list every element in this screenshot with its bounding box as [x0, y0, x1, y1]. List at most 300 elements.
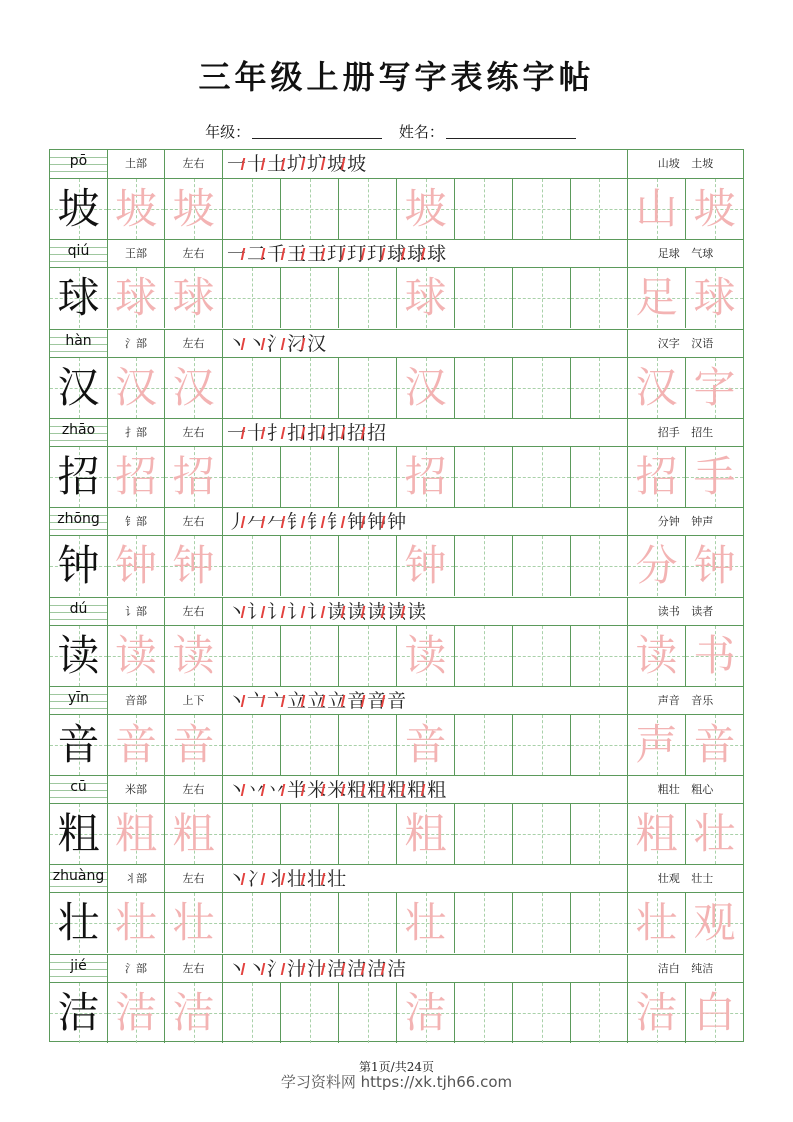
structure: 左右 [165, 330, 223, 358]
word-char: 观 [693, 898, 736, 948]
writing-box[interactable] [513, 358, 571, 418]
writing-box[interactable] [571, 179, 628, 239]
stroke-step: 洁 [327, 955, 346, 983]
pinyin-guide-line [50, 886, 107, 887]
writing-box[interactable] [50, 447, 108, 507]
structure: 左右 [165, 865, 223, 893]
writing-box[interactable] [50, 268, 108, 328]
writing-box[interactable] [455, 804, 513, 864]
pinyin-guide-line [50, 708, 107, 709]
writing-box[interactable] [686, 893, 743, 953]
writing-box[interactable] [50, 893, 108, 953]
pinyin: pō [69, 153, 88, 169]
stroke-step: 球 [387, 240, 406, 268]
writing-box[interactable] [50, 536, 108, 596]
stroke-step: 冫 [247, 865, 266, 893]
trace-char: 音 [172, 719, 215, 769]
grade-blank[interactable] [252, 125, 382, 139]
guide-horizontal [223, 298, 280, 299]
stroke-step: 圹 [307, 150, 326, 178]
writing-box[interactable] [108, 536, 165, 596]
example-words: 分钟 钟声 [657, 515, 714, 529]
writing-box[interactable] [571, 358, 628, 418]
char-entry [50, 597, 743, 686]
stroke-step: 扌 [267, 419, 286, 447]
writing-box[interactable] [628, 447, 686, 507]
writing-box[interactable] [223, 893, 281, 953]
stroke-step: 音 [347, 687, 366, 715]
writing-box[interactable] [686, 447, 743, 507]
writing-box[interactable] [108, 804, 165, 864]
writing-box[interactable] [397, 179, 455, 239]
writing-box[interactable] [397, 893, 455, 953]
radical: 音部 [108, 687, 165, 715]
writing-box[interactable] [513, 536, 571, 596]
writing-box[interactable] [628, 179, 686, 239]
stroke-step: 粗 [387, 776, 406, 804]
guide-horizontal [339, 1013, 396, 1014]
guide-horizontal [513, 656, 570, 657]
writing-box[interactable] [339, 804, 397, 864]
writing-box[interactable] [628, 804, 686, 864]
guide-horizontal [281, 656, 338, 657]
writing-box[interactable] [165, 626, 223, 686]
stroke-order [223, 687, 628, 715]
writing-box[interactable] [108, 983, 165, 1043]
example-words: 汉字 汉语 [657, 336, 714, 350]
pinyin-box [50, 330, 108, 358]
stroke-step: 氵 [267, 955, 286, 983]
writing-box[interactable] [165, 715, 223, 775]
guide-horizontal [339, 388, 396, 389]
writing-row [50, 536, 743, 596]
guide-horizontal [281, 923, 338, 924]
writing-box[interactable] [628, 626, 686, 686]
guide-horizontal [339, 656, 396, 657]
guide-horizontal [281, 298, 338, 299]
pinyin-box [50, 508, 108, 536]
model-char: 钟 [57, 541, 100, 591]
trace-char: 粗 [172, 809, 215, 859]
info-row [50, 329, 743, 358]
char-entry [50, 954, 743, 1043]
writing-box[interactable] [397, 447, 455, 507]
pinyin-guide-line [50, 171, 107, 172]
guide-horizontal [223, 745, 280, 746]
writing-box[interactable] [571, 715, 628, 775]
stroke-step: 洁 [387, 957, 407, 980]
pinyin-box [50, 150, 108, 178]
writing-box[interactable] [571, 893, 628, 953]
trace-char: 坡 [114, 184, 157, 233]
writing-box[interactable] [397, 715, 455, 775]
stroke-step: 十 [247, 419, 266, 447]
writing-box[interactable] [339, 715, 397, 775]
info-row [50, 418, 743, 447]
writing-box[interactable] [513, 715, 571, 775]
guide-horizontal [281, 209, 338, 210]
writing-box[interactable] [513, 447, 571, 507]
writing-box[interactable] [339, 893, 397, 953]
stroke-step: 招 [367, 421, 387, 444]
guide-horizontal [571, 834, 627, 835]
writing-box[interactable] [628, 358, 686, 418]
word-char: 字 [693, 362, 736, 412]
writing-box[interactable] [628, 893, 686, 953]
structure: 左右 [165, 776, 223, 804]
char-entry [50, 775, 743, 864]
guide-horizontal [571, 566, 627, 567]
trace-char: 读 [114, 630, 157, 680]
stroke-step: 汉 [307, 332, 327, 355]
guide-horizontal [455, 745, 512, 746]
model-char: 壮 [57, 898, 100, 948]
writing-box[interactable] [686, 626, 743, 686]
info-row [50, 954, 743, 983]
stroke-step: 讠 [267, 598, 286, 626]
radical: 丬部 [108, 865, 165, 893]
guide-horizontal [223, 566, 280, 567]
stroke-step: 坡 [347, 153, 367, 175]
trace-char: 粗 [114, 809, 157, 859]
writing-box[interactable] [397, 536, 455, 596]
stroke-order [223, 598, 628, 626]
guide-horizontal [339, 566, 396, 567]
radical: 米部 [108, 776, 165, 804]
writing-box[interactable] [50, 358, 108, 418]
pinyin: qiú [67, 243, 90, 260]
writing-box[interactable] [571, 268, 628, 328]
guide-horizontal [513, 1013, 570, 1014]
writing-box[interactable] [223, 804, 281, 864]
writing-box[interactable] [628, 715, 686, 775]
pinyin-box [50, 776, 108, 804]
writing-box[interactable] [686, 536, 743, 596]
model-char: 球 [57, 273, 100, 323]
writing-box[interactable] [455, 715, 513, 775]
model-char: 招 [57, 451, 100, 501]
stroke-step: 立 [307, 687, 326, 715]
writing-box[interactable] [223, 715, 281, 775]
trace-char: 汉 [404, 362, 447, 412]
stroke-step: 𠂉 [247, 508, 266, 536]
page-title: 三年级上册写字表练字帖 [198, 58, 595, 96]
guide-horizontal [571, 388, 627, 389]
writing-box[interactable] [397, 983, 455, 1043]
writing-box[interactable] [628, 983, 686, 1043]
stroke-order [223, 955, 628, 983]
stroke-step: 扣 [307, 419, 326, 447]
trace-char: 音 [114, 719, 157, 769]
writing-box[interactable] [513, 983, 571, 1043]
writing-box[interactable] [108, 179, 165, 239]
stroke-step: 王 [287, 240, 306, 268]
stroke-step: 氵 [267, 330, 286, 358]
guide-horizontal [223, 1013, 280, 1014]
trace-char: 招 [404, 451, 447, 501]
stroke-step: 读 [347, 598, 366, 626]
writing-box[interactable] [108, 893, 165, 953]
writing-box[interactable] [455, 268, 513, 328]
writing-box[interactable] [628, 536, 686, 596]
writing-box[interactable] [339, 983, 397, 1043]
writing-box[interactable] [571, 983, 628, 1043]
trace-char: 球 [172, 273, 215, 323]
writing-box[interactable] [339, 536, 397, 596]
writing-box[interactable] [165, 358, 223, 418]
trace-char: 洁 [172, 987, 215, 1037]
writing-row [50, 268, 743, 328]
radical: 讠部 [108, 598, 165, 626]
writing-box[interactable] [165, 179, 223, 239]
writing-box[interactable] [223, 268, 281, 328]
writing-box[interactable] [223, 536, 281, 596]
guide-horizontal [281, 388, 338, 389]
writing-box[interactable] [571, 804, 628, 864]
writing-box[interactable] [397, 358, 455, 418]
stroke-step: 立 [327, 687, 346, 715]
example-words: 山坡 土坡 [657, 157, 714, 170]
guide-horizontal [455, 298, 512, 299]
writing-box[interactable] [281, 893, 339, 953]
writing-box[interactable] [223, 447, 281, 507]
radical: 氵部 [108, 955, 165, 983]
pinyin-guide-line [50, 261, 107, 262]
writing-box[interactable] [455, 447, 513, 507]
writing-box[interactable] [165, 536, 223, 596]
writing-row [50, 983, 743, 1043]
guide-horizontal [339, 209, 396, 210]
writing-row [50, 893, 743, 953]
stroke-step: 玎 [327, 240, 346, 268]
stroke-order [223, 419, 628, 447]
writing-box[interactable] [281, 358, 339, 418]
writing-box[interactable] [281, 536, 339, 596]
writing-box[interactable] [513, 179, 571, 239]
guide-horizontal [571, 656, 627, 657]
stroke-step: 米 [307, 776, 326, 804]
pinyin: cū [70, 779, 87, 796]
guide-horizontal [455, 1013, 512, 1014]
trace-char: 汉 [114, 362, 157, 412]
trace-char: 招 [172, 451, 215, 501]
example-words: 声音 音乐 [657, 693, 714, 707]
stroke-step: 亠 [247, 687, 266, 715]
writing-box[interactable] [108, 626, 165, 686]
guide-horizontal [571, 923, 627, 924]
guide-horizontal [223, 656, 280, 657]
writing-box[interactable] [223, 983, 281, 1043]
example-words: 壮观 壮士 [657, 872, 714, 886]
writing-row [50, 715, 743, 775]
writing-box[interactable] [455, 893, 513, 953]
writing-box[interactable] [223, 626, 281, 686]
word-char: 汉 [635, 362, 678, 412]
stroke-step: 扣 [287, 419, 306, 447]
writing-box[interactable] [339, 626, 397, 686]
structure: 左右 [165, 598, 223, 626]
structure: 左右 [165, 955, 223, 983]
stroke-step: 讠 [287, 598, 306, 626]
stroke-step: 粗 [347, 776, 366, 804]
stroke-step: 半 [287, 776, 306, 804]
trace-char: 洁 [404, 987, 447, 1037]
writing-box[interactable] [686, 804, 743, 864]
grade-label: 年级： [205, 123, 251, 141]
writing-box[interactable] [165, 268, 223, 328]
trace-char: 钟 [404, 541, 447, 591]
writing-box[interactable] [281, 626, 339, 686]
stroke-step: 钅 [327, 508, 346, 536]
writing-box[interactable] [223, 179, 281, 239]
writing-box[interactable] [455, 983, 513, 1043]
practice-sheet [49, 149, 744, 1042]
guide-horizontal [339, 834, 396, 835]
trace-char: 汉 [172, 362, 215, 412]
writing-box[interactable] [397, 804, 455, 864]
pinyin-box [50, 419, 108, 447]
guide-horizontal [281, 477, 338, 478]
name-bar [0, 121, 793, 142]
writing-box[interactable] [165, 447, 223, 507]
stroke-step: 米 [327, 776, 346, 804]
structure: 上下 [165, 687, 223, 715]
word-char: 山 [635, 184, 678, 233]
guide-horizontal [281, 745, 338, 746]
pinyin: dú [69, 600, 88, 617]
writing-box[interactable] [686, 358, 743, 418]
writing-box[interactable] [50, 804, 108, 864]
trace-char: 壮 [114, 898, 157, 948]
word-char: 书 [693, 630, 736, 680]
writing-box[interactable] [513, 626, 571, 686]
trace-char: 坡 [404, 184, 447, 233]
structure: 左右 [165, 508, 223, 536]
writing-box[interactable] [571, 536, 628, 596]
model-char: 洁 [57, 987, 100, 1037]
writing-box[interactable] [165, 804, 223, 864]
writing-box[interactable] [108, 358, 165, 418]
writing-box[interactable] [686, 179, 743, 239]
writing-box[interactable] [281, 179, 339, 239]
writing-box[interactable] [455, 179, 513, 239]
pinyin: jié [70, 957, 87, 974]
writing-box[interactable] [513, 893, 571, 953]
writing-box[interactable] [281, 268, 339, 328]
info-row [50, 864, 743, 893]
writing-box[interactable] [628, 268, 686, 328]
stroke-step: 读 [387, 598, 406, 626]
writing-box[interactable] [50, 626, 108, 686]
writing-box[interactable] [281, 804, 339, 864]
stroke-step: 招 [347, 419, 366, 447]
writing-box[interactable] [571, 447, 628, 507]
guide-horizontal [571, 298, 627, 299]
writing-box[interactable] [513, 268, 571, 328]
stroke-step: 丷 [247, 776, 266, 804]
writing-box[interactable] [339, 179, 397, 239]
writing-box[interactable] [339, 358, 397, 418]
info-row [50, 150, 743, 179]
writing-box[interactable] [165, 983, 223, 1043]
structure: 左右 [165, 150, 223, 178]
stroke-step: 玎 [347, 240, 366, 268]
writing-box[interactable] [165, 893, 223, 953]
trace-char: 读 [172, 630, 215, 680]
stroke-order [223, 865, 628, 893]
writing-box[interactable] [50, 715, 108, 775]
stroke-step: 钟 [387, 511, 407, 534]
trace-char: 钟 [114, 541, 157, 591]
stroke-step: 粗 [407, 776, 426, 804]
writing-box[interactable] [513, 804, 571, 864]
stroke-step: 球 [407, 240, 426, 268]
radical: 氵部 [108, 330, 165, 358]
writing-box[interactable] [397, 626, 455, 686]
writing-box[interactable] [281, 983, 339, 1043]
writing-box[interactable] [108, 447, 165, 507]
writing-box[interactable] [281, 447, 339, 507]
pinyin-guide-line [50, 976, 107, 977]
writing-box[interactable] [455, 358, 513, 418]
writing-box[interactable] [686, 983, 743, 1043]
guide-horizontal [339, 923, 396, 924]
writing-box[interactable] [108, 715, 165, 775]
guide-horizontal [223, 923, 280, 924]
writing-box[interactable] [50, 983, 108, 1043]
pinyin-guide-line [50, 797, 107, 798]
writing-box[interactable] [571, 626, 628, 686]
word-char: 读 [635, 630, 678, 680]
name-label: 姓名： [398, 123, 444, 141]
pinyin-box [50, 687, 108, 715]
word-char: 球 [693, 273, 736, 323]
guide-horizontal [281, 566, 338, 567]
stroke-step: 壮 [287, 865, 306, 893]
guide-horizontal [455, 834, 512, 835]
model-char: 坡 [57, 184, 100, 233]
guide-horizontal [513, 477, 570, 478]
writing-box[interactable] [455, 626, 513, 686]
model-char: 汉 [57, 362, 100, 412]
guide-horizontal [455, 656, 512, 657]
stroke-step: 读 [367, 598, 386, 626]
writing-box[interactable] [281, 715, 339, 775]
stroke-step: 讠 [307, 598, 326, 626]
stroke-step: 音 [387, 689, 407, 712]
writing-box[interactable] [686, 268, 743, 328]
writing-box[interactable] [223, 358, 281, 418]
name-blank[interactable] [446, 125, 576, 139]
trace-char: 音 [404, 719, 447, 769]
guide-horizontal [513, 566, 570, 567]
writing-box[interactable] [339, 268, 397, 328]
guide-horizontal [455, 923, 512, 924]
page-number: 第1页/共24页 [359, 1060, 434, 1074]
stroke-step: 丶 [247, 955, 266, 983]
pinyin: zhāo [61, 421, 96, 438]
guide-horizontal [513, 834, 570, 835]
writing-box[interactable] [50, 179, 108, 239]
writing-box[interactable] [397, 268, 455, 328]
writing-box[interactable] [108, 268, 165, 328]
writing-box[interactable] [686, 715, 743, 775]
writing-box[interactable] [339, 447, 397, 507]
radical: 土部 [108, 150, 165, 178]
writing-box[interactable] [455, 536, 513, 596]
stroke-step: 粗 [367, 776, 386, 804]
stroke-step: 亠 [267, 687, 286, 715]
